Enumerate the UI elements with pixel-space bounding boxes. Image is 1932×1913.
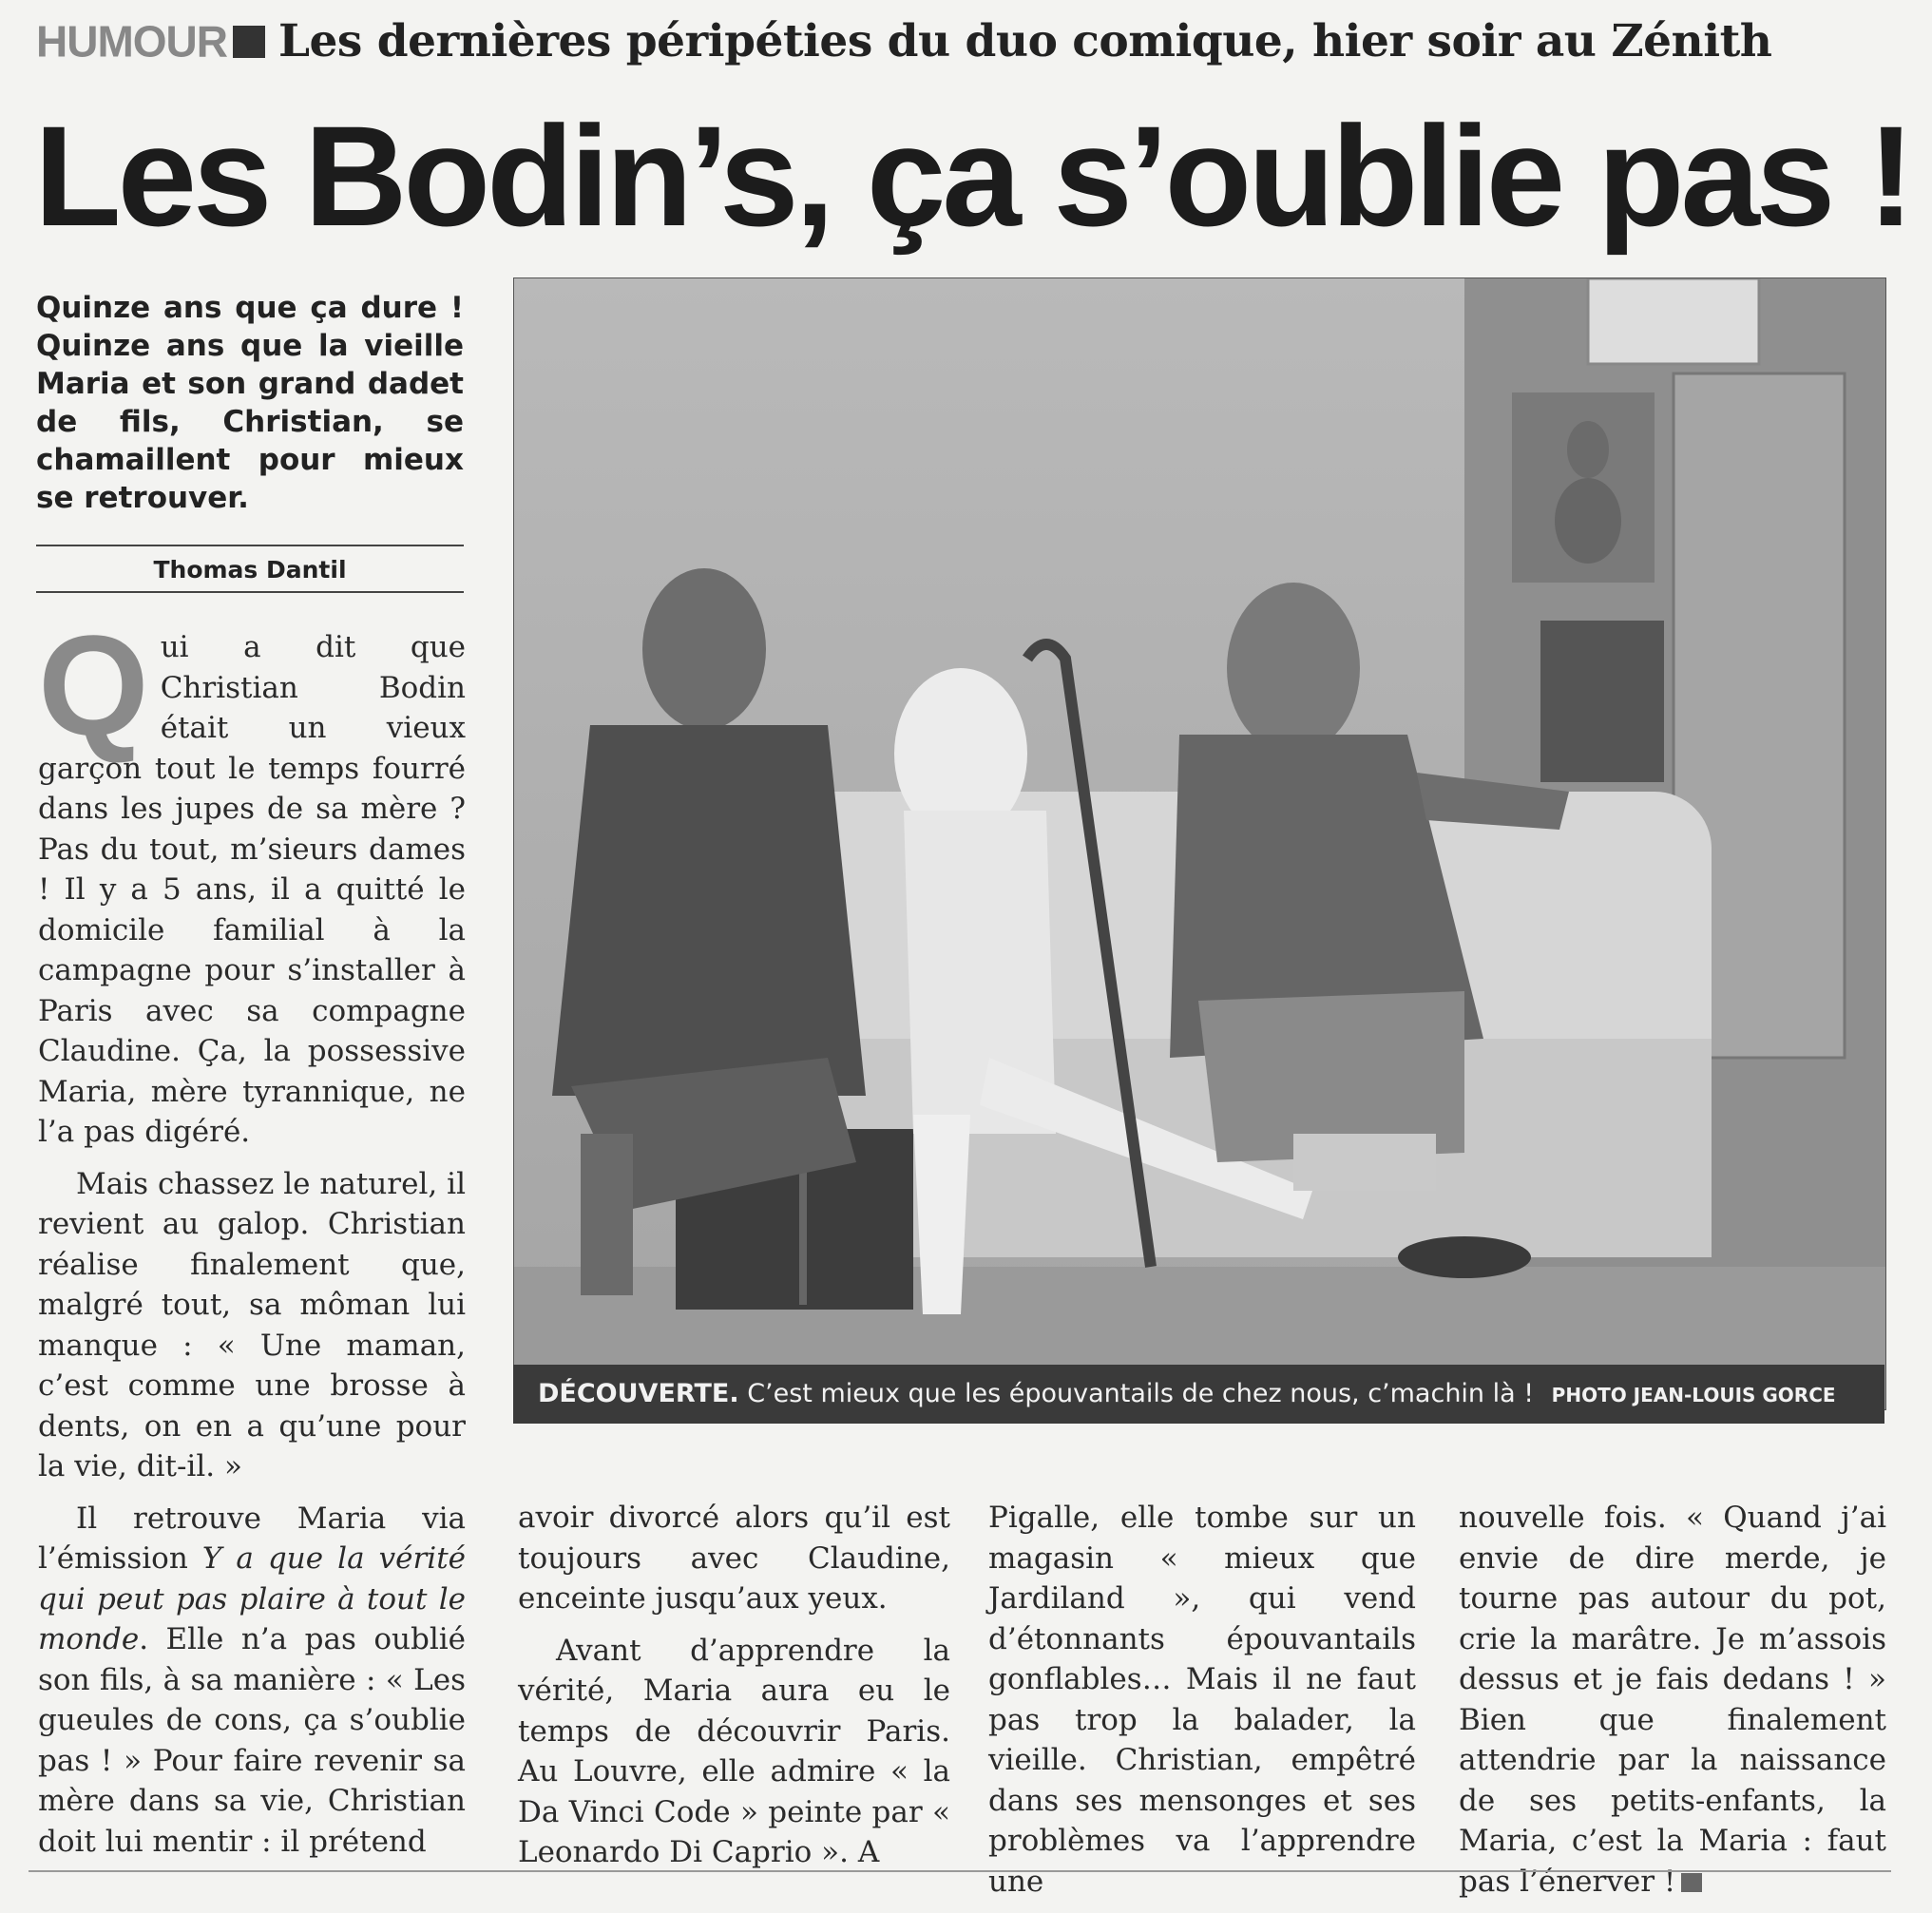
paragraph-3 [38,1499,466,1863]
article-column-2 [518,1498,950,1884]
standfirst: Quinze ans que ça dure ! Quinze ans que la vieille Maria et son grand dadet de fils, Christian, se chamaillent pour mieux se retrouver. [36,291,464,515]
byline-rule-top [36,545,464,546]
column-4-paragraph [1459,1498,1886,1902]
column-2-paragraph-2: Avant d’apprendre la vérité, Maria aura eu le temps de découvrir Paris. Au Louvre, elle admire « la Da Vinci Code » peinte par « Leonardo Di Caprio ». A [518,1633,950,1869]
byline: Thomas Dantil [153,556,347,583]
paragraph-1-text: ui a dit que Christian Bodin était un vieux garçon tout le temps fourré dans les jupes de sa mère ? Pas du tout, m’sieurs dames ! Il y a 5 ans, il a quitté le domicile familial à la campagne pour s’installer à Paris avec sa compagne Claudine. Ça, la possessive Maria, mère tyrannique, ne l’a pas digéré. [38,630,466,1149]
paragraph-3-end: . Elle n’a pas oublié son fils, à sa manière : « Les gueules de cons, ça s’oublie pas ! » Pour faire revenir sa mère dans sa vie, Christian doit lui mentir : il prétend [38,1622,466,1859]
caption-text: C’est mieux que les épouvantails de chez nous, c’machin là ! [747,1379,1535,1408]
rubric-label: HUMOUR [36,16,227,67]
photo-credit: PHOTO JEAN-LOUIS GORCE [1551,1384,1836,1406]
caption-label: DÉCOUVERTE. [538,1379,739,1408]
article-column-1 [38,605,467,1873]
kicker [36,15,1899,82]
kicker-text: Les dernières péripéties du duo comique, hier soir au Zénith [277,15,1772,67]
photo-caption [513,1365,1884,1424]
byline-rule-bottom [36,591,464,593]
paragraph-3-start: Il retrouve Maria via l’émission [38,1501,466,1576]
dropcap: Q [38,605,149,765]
square-bullet-icon [233,26,265,58]
column-3-paragraph: Pigalle, elle tombe sur un magasin « mieux que Jardiland », qui vend d’étonnants épouvantails gonflables… Mais il ne faut pas trop la balader, la vieille. Christian, empêtré dans ses mensonges et ses problèmes va l’apprendre une [988,1501,1416,1899]
photo [513,277,1886,1410]
article-column-3 [988,1498,1416,1913]
paragraph-1 [38,605,466,1153]
end-mark-icon [1681,1873,1702,1892]
tv-show-title: Y a que la vérité qui peut pas plaire à tout le monde [38,1541,467,1656]
article-column-4 [1459,1498,1886,1913]
column-2-paragraph-1: avoir divorcé alors qu’il est toujours avec Claudine, enceinte jusqu’aux yeux. [518,1501,950,1616]
column-4-text: nouvelle fois. « Quand j’ai envie de dire merde, je tourne pas autour du pot, crie la marâtre. Je m’assois dessus et je fais dedans ! » Bien que finalement attendrie par la naissance de ses petits-enfants, la Maria, c’est la Maria : faut pas l’énerver ! [1459,1501,1886,1899]
headline: Les Bodin’s, ça s’oublie pas ! [34,96,1911,256]
paragraph-2: Mais chassez le naturel, il revient au galop. Christian réalise finalement que, malgré tout, sa môman lui manque : « Une maman, c’est comme une brosse à dents, on en a qu’une pour la vie, dit-il. » [38,1166,466,1483]
stage-scene-illustration [514,278,1885,1409]
bottom-rule [29,1870,1891,1872]
